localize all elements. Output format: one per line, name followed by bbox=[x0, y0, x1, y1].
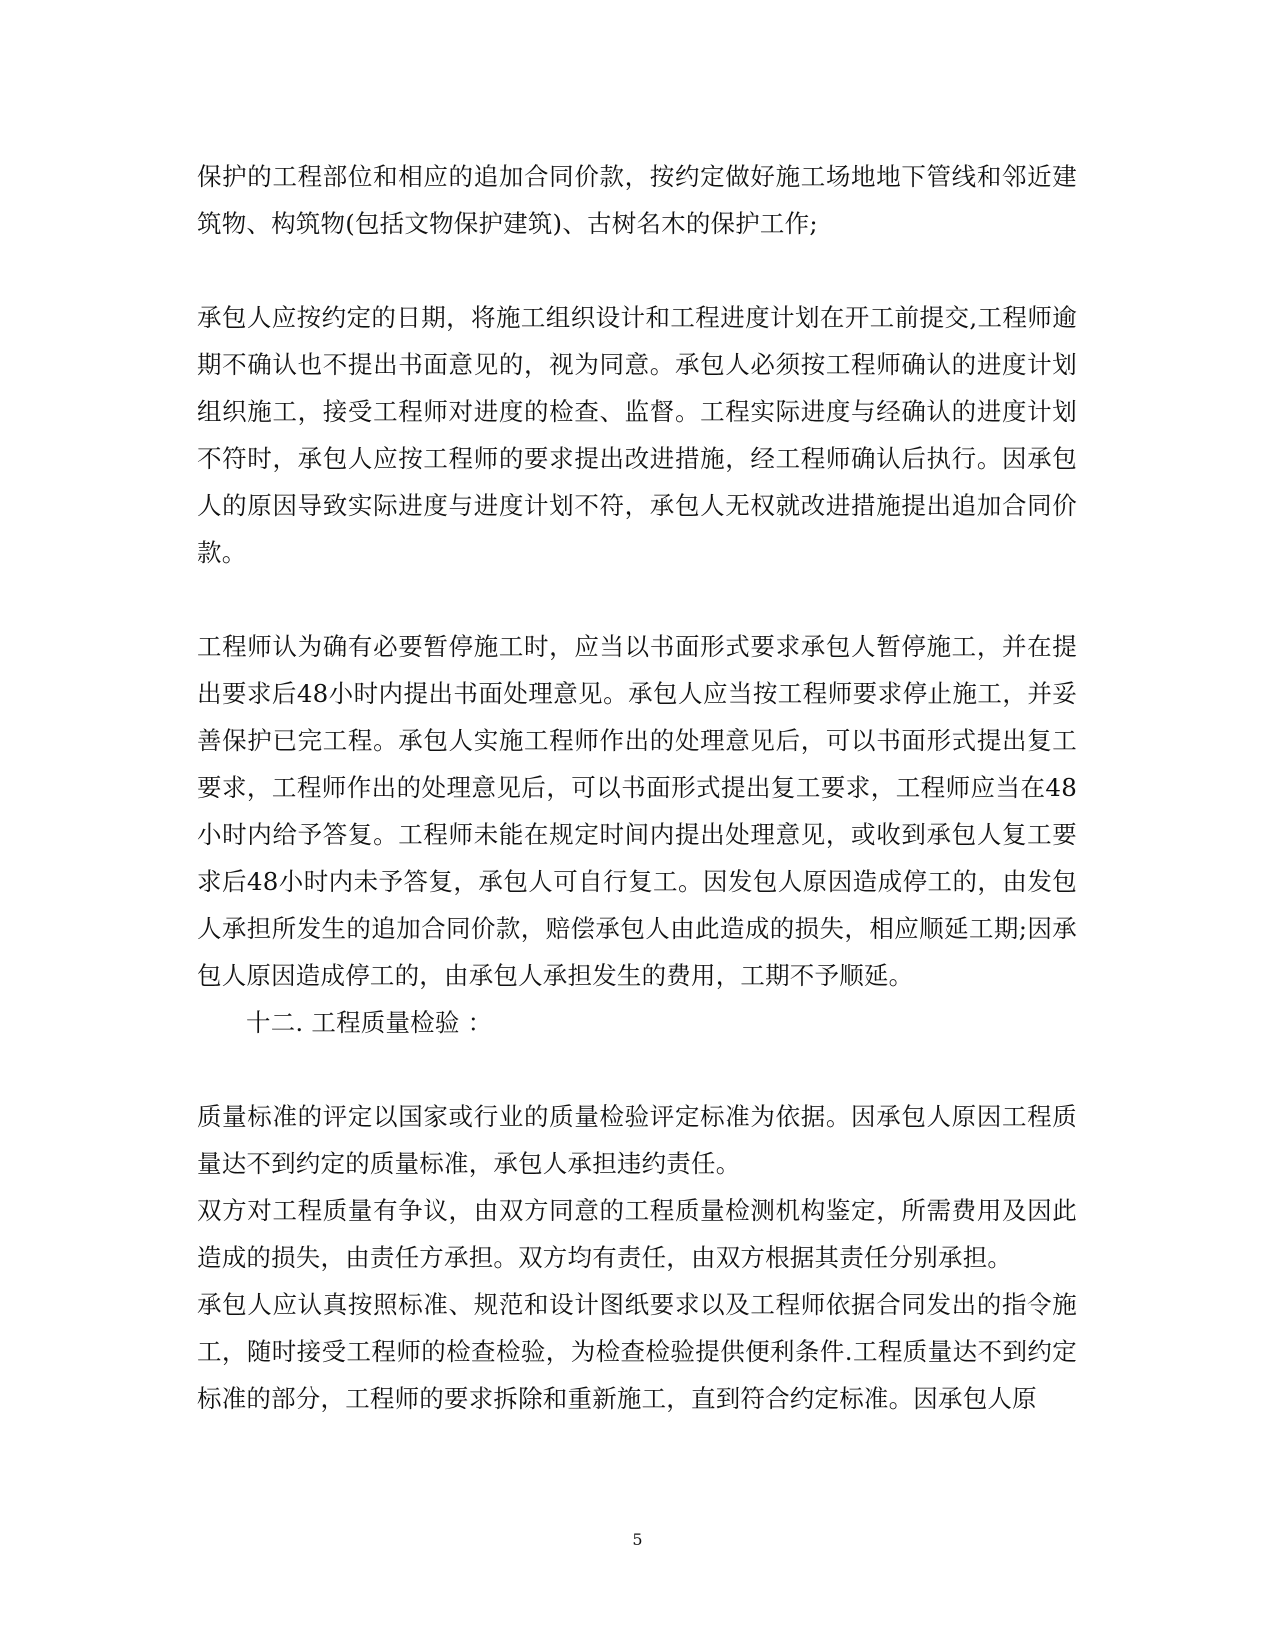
paragraph-suspension: 工程师认为确有必要暂停施工时，应当以书面形式要求承包人暂停施工，并在提出要求后48小时内提出书面处理意见。承包人应当按工程师要求停止施工，并妥善保护已完工程。承包人实施工程师作出的处理意见后，可以书面形式提出复工要求，工程师作出的处理意见后，可以书面形式提出复工要求，工程师应当在48小时内给予答复。工程师未能在规定时间内提出处理意见，或收到承包人复工要求后48小时内未予答复，承包人可自行复工。因发包人原因造成停工的，由发包人承担所发生的追加合同价款，赔偿承包人由此造成的损失，相应顺延工期;因承包人原因造成停工的，由承包人承担发生的费用，工期不予顺延。 bbox=[197, 632, 1077, 990]
document-body bbox=[197, 153, 1077, 1422]
paragraph-inspection: 承包人应认真按照标准、规范和设计图纸要求以及工程师依据合同发出的指令施工，随时接受工程师的检查检验，为检查检验提供便利条件.工程质量达不到约定标准的部分，工程师的要求拆除和重新施工，直到符合约定标准。因承包人原 bbox=[197, 1290, 1077, 1413]
paragraph-quality-standard: 质量标准的评定以国家或行业的质量检验评定标准为依据。因承包人原因工程质量达不到约定的质量标准，承包人承担违约责任。 bbox=[197, 1102, 1077, 1178]
paragraph-quality-dispute: 双方对工程质量有争议，由双方同意的工程质量检测机构鉴定，所需费用及因此造成的损失，由责任方承担。双方均有责任，由双方根据其责任分别承担。 bbox=[197, 1196, 1077, 1272]
paragraph-schedule: 承包人应按约定的日期，将施工组织设计和工程进度计划在开工前提交,工程师逾期不确认也不提出书面意见的，视为同意。承包人必须按工程师确认的进度计划组织施工，接受工程师对进度的检查、监督。工程实际进度与经确认的进度计划不符时，承包人应按工程师的要求提出改进措施，经工程师确认后执行。因承包人的原因导致实际进度与进度计划不符，承包人无权就改进措施提出追加合同价款。 bbox=[197, 303, 1077, 567]
paragraph-site-protection: 保护的工程部位和相应的追加合同价款，按约定做好施工场地地下管线和邻近建筑物、构筑物(包括文物保护建筑)、古树名木的保护工作; bbox=[197, 162, 1077, 238]
section-heading: 十二. 工程质量检验 ： bbox=[246, 1008, 493, 1037]
page-number: 5 bbox=[632, 1530, 643, 1549]
